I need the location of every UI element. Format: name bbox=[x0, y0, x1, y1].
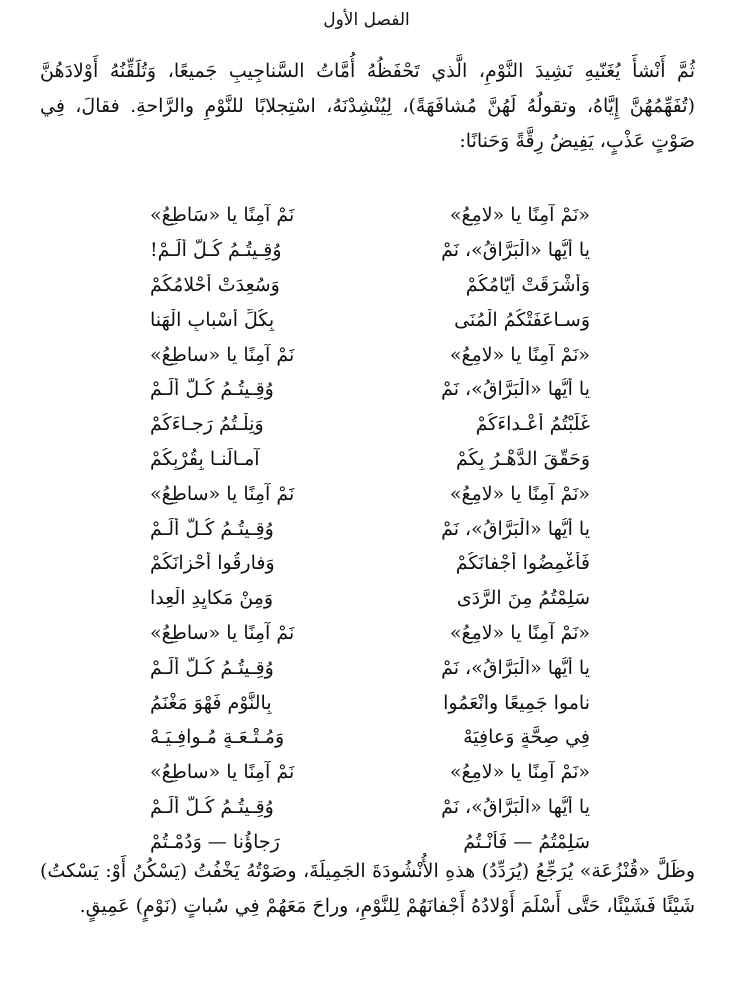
poem-verse bbox=[150, 720, 590, 755]
verse-second-hemistich: وُقِـيتُـمُ كُـلَّ أَلَـمْ bbox=[150, 656, 274, 679]
chapter-title: الفصل الأول bbox=[323, 10, 410, 30]
verse-second-hemistich: نَمْ آمِنًا يا «ساطِعُ» bbox=[150, 761, 295, 784]
verse-second-hemistich: بِكُلِّ أَسْبابِ الْهَنا bbox=[150, 308, 275, 331]
verse-second-hemistich: نَمْ آمِنًا يا «ساطِعُ» bbox=[150, 482, 295, 505]
poem-verse bbox=[150, 233, 590, 268]
verse-second-hemistich: وَمِنْ مَكايِدِ الْعِدا bbox=[150, 587, 274, 610]
poem-verse bbox=[150, 476, 590, 511]
poem-verse bbox=[150, 302, 590, 337]
poem-verse bbox=[150, 546, 590, 581]
verse-first-hemistich: «نَمْ آمِنًا يا «لامِعُ» bbox=[449, 204, 590, 227]
verse-first-hemistich: وَأَشْرَقَتْ أَيّامُكُمْ bbox=[465, 273, 590, 296]
verse-first-hemistich: «نَمْ آمِنًا يا «لامِعُ» bbox=[449, 621, 590, 644]
poem-verse bbox=[150, 407, 590, 442]
verse-first-hemistich: فِي صِحَّةٍ وَعافِيَهْ bbox=[463, 726, 590, 749]
poem bbox=[150, 198, 590, 859]
poem-verse bbox=[150, 511, 590, 546]
verse-first-hemistich: يا أَيُّها «الْبَرَّاقُ»، نَمْ bbox=[441, 239, 590, 262]
verse-second-hemistich: وَفارِقُوا أَحْزانَكُمْ bbox=[150, 552, 275, 575]
verse-first-hemistich: وَسـاعَفَتْكُمُ الْمُنَى bbox=[454, 308, 590, 331]
verse-first-hemistich: سَلِمْتُمُ — فَأَنْـتُمُ bbox=[463, 830, 590, 853]
poem-verse bbox=[150, 268, 590, 303]
verse-first-hemistich: فَأَغْمِضُوا أَجْفانَكُمْ bbox=[455, 552, 590, 575]
verse-second-hemistich: وُقِـيتُـمُ كُـلَّ أَلَـمْ bbox=[150, 795, 274, 818]
verse-first-hemistich: «نَمْ آمِنًا يا «لامِعُ» bbox=[449, 343, 590, 366]
poem-verse bbox=[150, 337, 590, 372]
verse-second-hemistich: نَمْ آمِنًا يا «ساطِعُ» bbox=[150, 621, 295, 644]
poem-verse bbox=[150, 581, 590, 616]
verse-first-hemistich: ناموا جَمِيعًا وانْعَمُوا bbox=[443, 691, 590, 714]
verse-second-hemistich: نَمْ آمِنًا يا «ساطِعُ» bbox=[150, 343, 295, 366]
verse-first-hemistich: «نَمْ آمِنًا يا «لامِعُ» bbox=[449, 482, 590, 505]
verse-second-hemistich: وَنِلْـتُمُ رَجـاءَكُمْ bbox=[150, 413, 264, 436]
verse-second-hemistich: وُقِـيتُـمُ كُـلَّ أَلَـمْ bbox=[150, 517, 274, 540]
verse-first-hemistich: سَلِمْتُمُ مِنَ الرَّدَى bbox=[456, 587, 590, 610]
verse-second-hemistich: آمـالَنـا بِقُرْبِكُمْ bbox=[150, 447, 260, 470]
verse-second-hemistich: وَمُـتْـعَـةٍ مُـوافِـيَـهْ bbox=[150, 726, 285, 749]
verse-second-hemistich: وَسُعِدَتْ أَحْلامُكُمْ bbox=[150, 273, 280, 296]
verse-first-hemistich: يا أَيُّها «الْبَرَّاقُ»، نَمْ bbox=[441, 795, 590, 818]
closing-paragraph: وظَلَّ «قُنْزُعَة» يُرَجِّعُ (يُرَدِّدُ) هذهِ الأُنْشُودَةَ الجَمِيلَةَ، وصَوْتُهُ يَخْفُتُ (يَسْكُنُ أَوْ: يَسْكتُ) شَيْئًا فَشَيْئًا، حَتَّى أَسْلَمَ أَوْلادُهُ أَجْفانَهُمْ لِلنَّوْمِ، وراحَ مَعَهُمْ فِي سُباتٍ (نَوْمٍ) عَمِيقٍ. bbox=[40, 860, 695, 917]
verse-second-hemistich: نَمْ آمِنًا يا «سَاطِعُ» bbox=[150, 204, 295, 227]
verse-first-hemistich: وَحَقَّقَ الدَّهْـرُ بِكُمْ bbox=[456, 447, 590, 470]
poem-verse bbox=[150, 616, 590, 651]
verse-first-hemistich: «نَمْ آمِنًا يا «لامِعُ» bbox=[449, 761, 590, 784]
poem-verse bbox=[150, 198, 590, 233]
verse-second-hemistich: وُقِـيتُـمُ كُـلَّ أَلَـمْ! bbox=[150, 239, 282, 262]
poem-verse bbox=[150, 372, 590, 407]
intro-paragraph: ثُمَّ أَنْشأَ يُغَنّيهِ نَشِيدَ النَّوْمِ، الَّذي تَحْفَظُهُ أُمَّاتُ السَّناجِيبِ جَميعًا، وَتُلَقِّنُهُ أَوْلادَهُنَّ (تُفَهِّمُهُنَّ إِيَّاهُ، وتقولُهُ لَهُنَّ مُشافَهَةً)، لِيُنْشِدْنَهُ، اسْتِجلابًا للنَّوْمِ والرَّاحةِ. فقالَ، فِي صَوْتٍ عَذْبٍ، يَفِيضُ رِقَّةً وَحَنانًا: bbox=[40, 60, 695, 152]
verse-second-hemistich: رَجاؤُنا — وَدُمْـتُمْ bbox=[150, 830, 280, 853]
verse-second-hemistich: وُقِـيتُـمُ كُـلَّ أَلَـمْ bbox=[150, 378, 274, 401]
poem-verse bbox=[150, 650, 590, 685]
verse-first-hemistich: يا أَيُّها «الْبَرَّاقُ»، نَمْ bbox=[441, 517, 590, 540]
verse-first-hemistich: يا أَيُّها «الْبَرَّاقُ»، نَمْ bbox=[441, 656, 590, 679]
poem-verse bbox=[150, 685, 590, 720]
poem-verse bbox=[150, 790, 590, 825]
verse-first-hemistich: يا أَيُّها «الْبَرَّاقُ»، نَمْ bbox=[441, 378, 590, 401]
verse-second-hemistich: بِالنَّوْمِ فَهْوَ مَغْنَمُ bbox=[150, 691, 272, 714]
poem-verse bbox=[150, 442, 590, 477]
poem-verse bbox=[150, 755, 590, 790]
verse-first-hemistich: غَلَبْتُمُ أَعْـداءَكُمْ bbox=[475, 413, 590, 436]
